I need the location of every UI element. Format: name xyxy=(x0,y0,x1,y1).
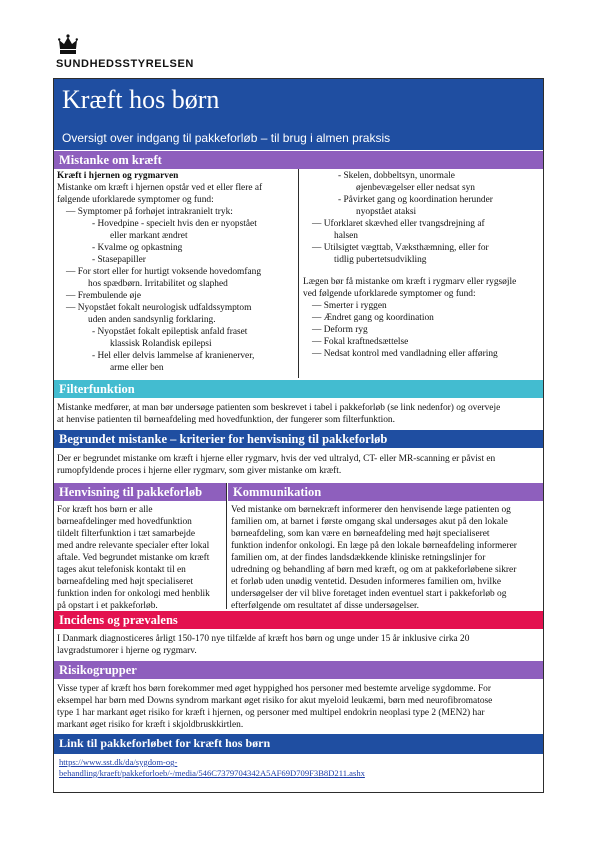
text-line: familien om, at der findes landsdækkende kliniske retningslinjer for xyxy=(231,553,486,563)
text-line: arme eller ben xyxy=(110,363,164,373)
bullet-item: — Nyopstået fokalt neurologisk udfaldssymptom xyxy=(66,303,252,313)
bullet-item: — Symptomer på forhøjet intrakranielt tryk: xyxy=(66,207,233,217)
text-line: I Danmark diagnosticeres årligt 150-170 nye tilfælde af kræft hos børn og unge under 15 år inklusive cirka 20 xyxy=(57,634,470,644)
sub-bullet-item: - Skelen, dobbeltsyn, unormale xyxy=(338,171,455,181)
section-heading-begrundet: Begrundet mistanke – kriterier for henvisning til pakkeforløb xyxy=(54,430,543,448)
section-heading-henvisning: Henvisning til pakkeforløb xyxy=(54,483,226,501)
text-line: tages akut telefonisk kontakt til en xyxy=(57,565,186,575)
text-line: udredning og behandling af børn med kræft, og om at pakkeforløbene sikrer xyxy=(231,565,517,575)
text-line: halsen xyxy=(334,231,358,241)
text-line: Lægen bør få mistanke om kræft i rygmarv eller rygsøjle xyxy=(303,277,517,287)
text-line: eller markant ændret xyxy=(110,231,188,241)
sub-bullet-item: - Kvalme og opkastning xyxy=(92,243,183,253)
text-line: nyopstået ataksi xyxy=(356,207,417,217)
hero-banner xyxy=(54,79,543,150)
text-line: markant øget risiko for kræft i skjoldbruskkirtlen. xyxy=(57,720,244,730)
pakkeforloeb-link-line2[interactable]: behandling/kraeft/pakkeforloeb/-/media/546C7379704342A5AF69D709F3B8D211.ashx xyxy=(59,768,365,778)
page-subtitle: Oversigt over indgang til pakkeforløb – til brug i almen praksis xyxy=(62,131,391,145)
text-line: ved følgende uforklarede symptomer og fund: xyxy=(303,289,476,299)
text-line: Mistanke medfører, at man bør undersøge patienten som beskrevet i tabel i pakkeforløb (se link nedenfor) og overveje xyxy=(57,403,501,413)
text-line: efterfølgende om resultatet af disse undersøgelser. xyxy=(231,601,419,611)
text-line: klassisk Rolandisk epilepsi xyxy=(110,339,212,349)
bullet-item: — For stort eller for hurtigt voksende hovedomfang xyxy=(66,267,262,277)
text-line: at henvise patienten til børneafdeling med hovedfunktion, der fungerer som filterfunktion. xyxy=(57,415,395,425)
section-heading-kommunikation: Kommunikation xyxy=(228,483,543,501)
section-heading-incidens: Incidens og prævalens xyxy=(54,611,543,629)
text-line: uden anden sandsynlig forklaring. xyxy=(88,315,216,325)
text-line: et forløb uden unødig ventetid. Desuden informeres familien om, hvilke xyxy=(231,577,501,587)
text-line: børneafdeling, som kan være en børneafdeling med højt specialiseret xyxy=(231,529,490,539)
bullet-item: — Utilsigtet vægttab, Væksthæmning, eller for xyxy=(312,243,489,253)
bullet-item: — Fokal kraftnedsættelse xyxy=(312,337,409,347)
text-line: børneafdeling med højt specialiseret xyxy=(57,577,194,587)
text-line: undersøgelser der vil blive foretaget inden eventuel start i pakkeforløb og xyxy=(231,589,507,599)
sundhedsstyrelsen-logo xyxy=(56,34,216,70)
section-heading-filter: Filterfunktion xyxy=(54,380,543,398)
column-divider xyxy=(226,483,227,609)
section-heading-risiko: Risikogrupper xyxy=(54,661,543,679)
text-line: For kræft hos børn er alle xyxy=(57,505,153,515)
section-heading-link: Link til pakkeforløbet for kræft hos børn xyxy=(59,736,271,750)
bullet-item: — Nedsat kontrol med vandladning eller afføring xyxy=(312,349,498,359)
text-line: funktion inden for onkologi med henblik xyxy=(57,589,210,599)
text-line: familien om, at barnet i første omgang skal undersøges akut på den lokale xyxy=(231,517,508,527)
pakkeforloeb-link-line1[interactable]: https://www.sst.dk/da/sygdom-og- xyxy=(59,757,178,767)
text-line: på opstart i et pakkeforløb. xyxy=(57,601,158,611)
bullet-item: — Uforklaret skævhed eller tvangsdrejning af xyxy=(312,219,485,229)
sub-bullet-item: - Påvirket gang og koordination herunder xyxy=(338,195,493,205)
text-line: tidlig pubertetsudvikling xyxy=(334,255,427,265)
text-line: følgende uforklarede symptomer og fund: xyxy=(57,195,214,205)
text-line: eksempel har børn med Downs syndrom markant øget risiko for akut myeloid leukæmi, børn med neurofibromatose xyxy=(57,696,493,706)
bullet-item: — Smerter i ryggen xyxy=(312,301,387,311)
text-line: type 1 har markant øget risiko for kræft i hjernen, og personer med multipel endokrin neoplasi type 2 (MEN2) har xyxy=(57,708,485,718)
text-line: Visse typer af kræft hos børn forekommer med øget hyppighed hos personer med bestemte arvelige sygdomme. For xyxy=(57,684,491,694)
sub-bullet-item: - Hel eller delvis lammelse af kranienerver, xyxy=(92,351,255,361)
subheading-kraeft-hjerne: Kræft i hjernen og rygmarven xyxy=(57,171,179,181)
text-line: aftale. Ved begrundet mistanke om kræft xyxy=(57,553,210,563)
text-line: øjenbevægelser eller nedsat syn xyxy=(356,183,475,193)
crown-icon xyxy=(58,34,78,56)
text-line: Mistanke om kræft i hjernen opstår ved et eller flere af xyxy=(57,183,263,193)
bullet-item: — Frembulende øje xyxy=(66,291,141,301)
text-line: rumopfyldende proces i hjerne eller rygmarv, som giver mistanke om kræft. xyxy=(57,466,342,476)
sub-bullet-item: - Hovedpine - specielt hvis den er nyopstået xyxy=(92,219,257,229)
bullet-item: — Deform ryg xyxy=(312,325,368,335)
text-line: børneafdelinger med hovedfunktion xyxy=(57,517,192,527)
brand-name: SUNDHEDSSTYRELSEN xyxy=(56,58,194,70)
column-divider xyxy=(298,169,299,378)
text-line: funktion indenfor onkologi. En læge på den lokale børneafdeling informerer xyxy=(231,541,517,551)
text-line: tildelt filterfunktion i tæt samarbejde xyxy=(57,529,195,539)
bullet-item: — Ændret gang og koordination xyxy=(312,313,434,323)
section-heading-mistanke: Mistanke om kræft xyxy=(54,151,543,169)
text-line: Ved mistanke om børnekræft informerer den henvisende læge patienten og xyxy=(231,505,511,515)
sub-bullet-item: - Stasepapiller xyxy=(92,255,146,265)
page-title: Kræft hos børn xyxy=(62,85,220,114)
text-line: med andre relevante specialer efter lokal xyxy=(57,541,210,551)
text-line: lavgradstumorer i hjerne og rygmarv. xyxy=(57,646,197,656)
text-line: hos spædbørn. Irritabilitet og slaphed xyxy=(88,279,228,289)
sub-bullet-item: - Nyopstået fokalt epileptisk anfald fraset xyxy=(92,327,248,337)
text-line: Der er begrundet mistanke om kræft i hjerne eller rygmarv, hvis der ved ultralyd, CT- eller MR-scanning er påvist en xyxy=(57,454,496,464)
